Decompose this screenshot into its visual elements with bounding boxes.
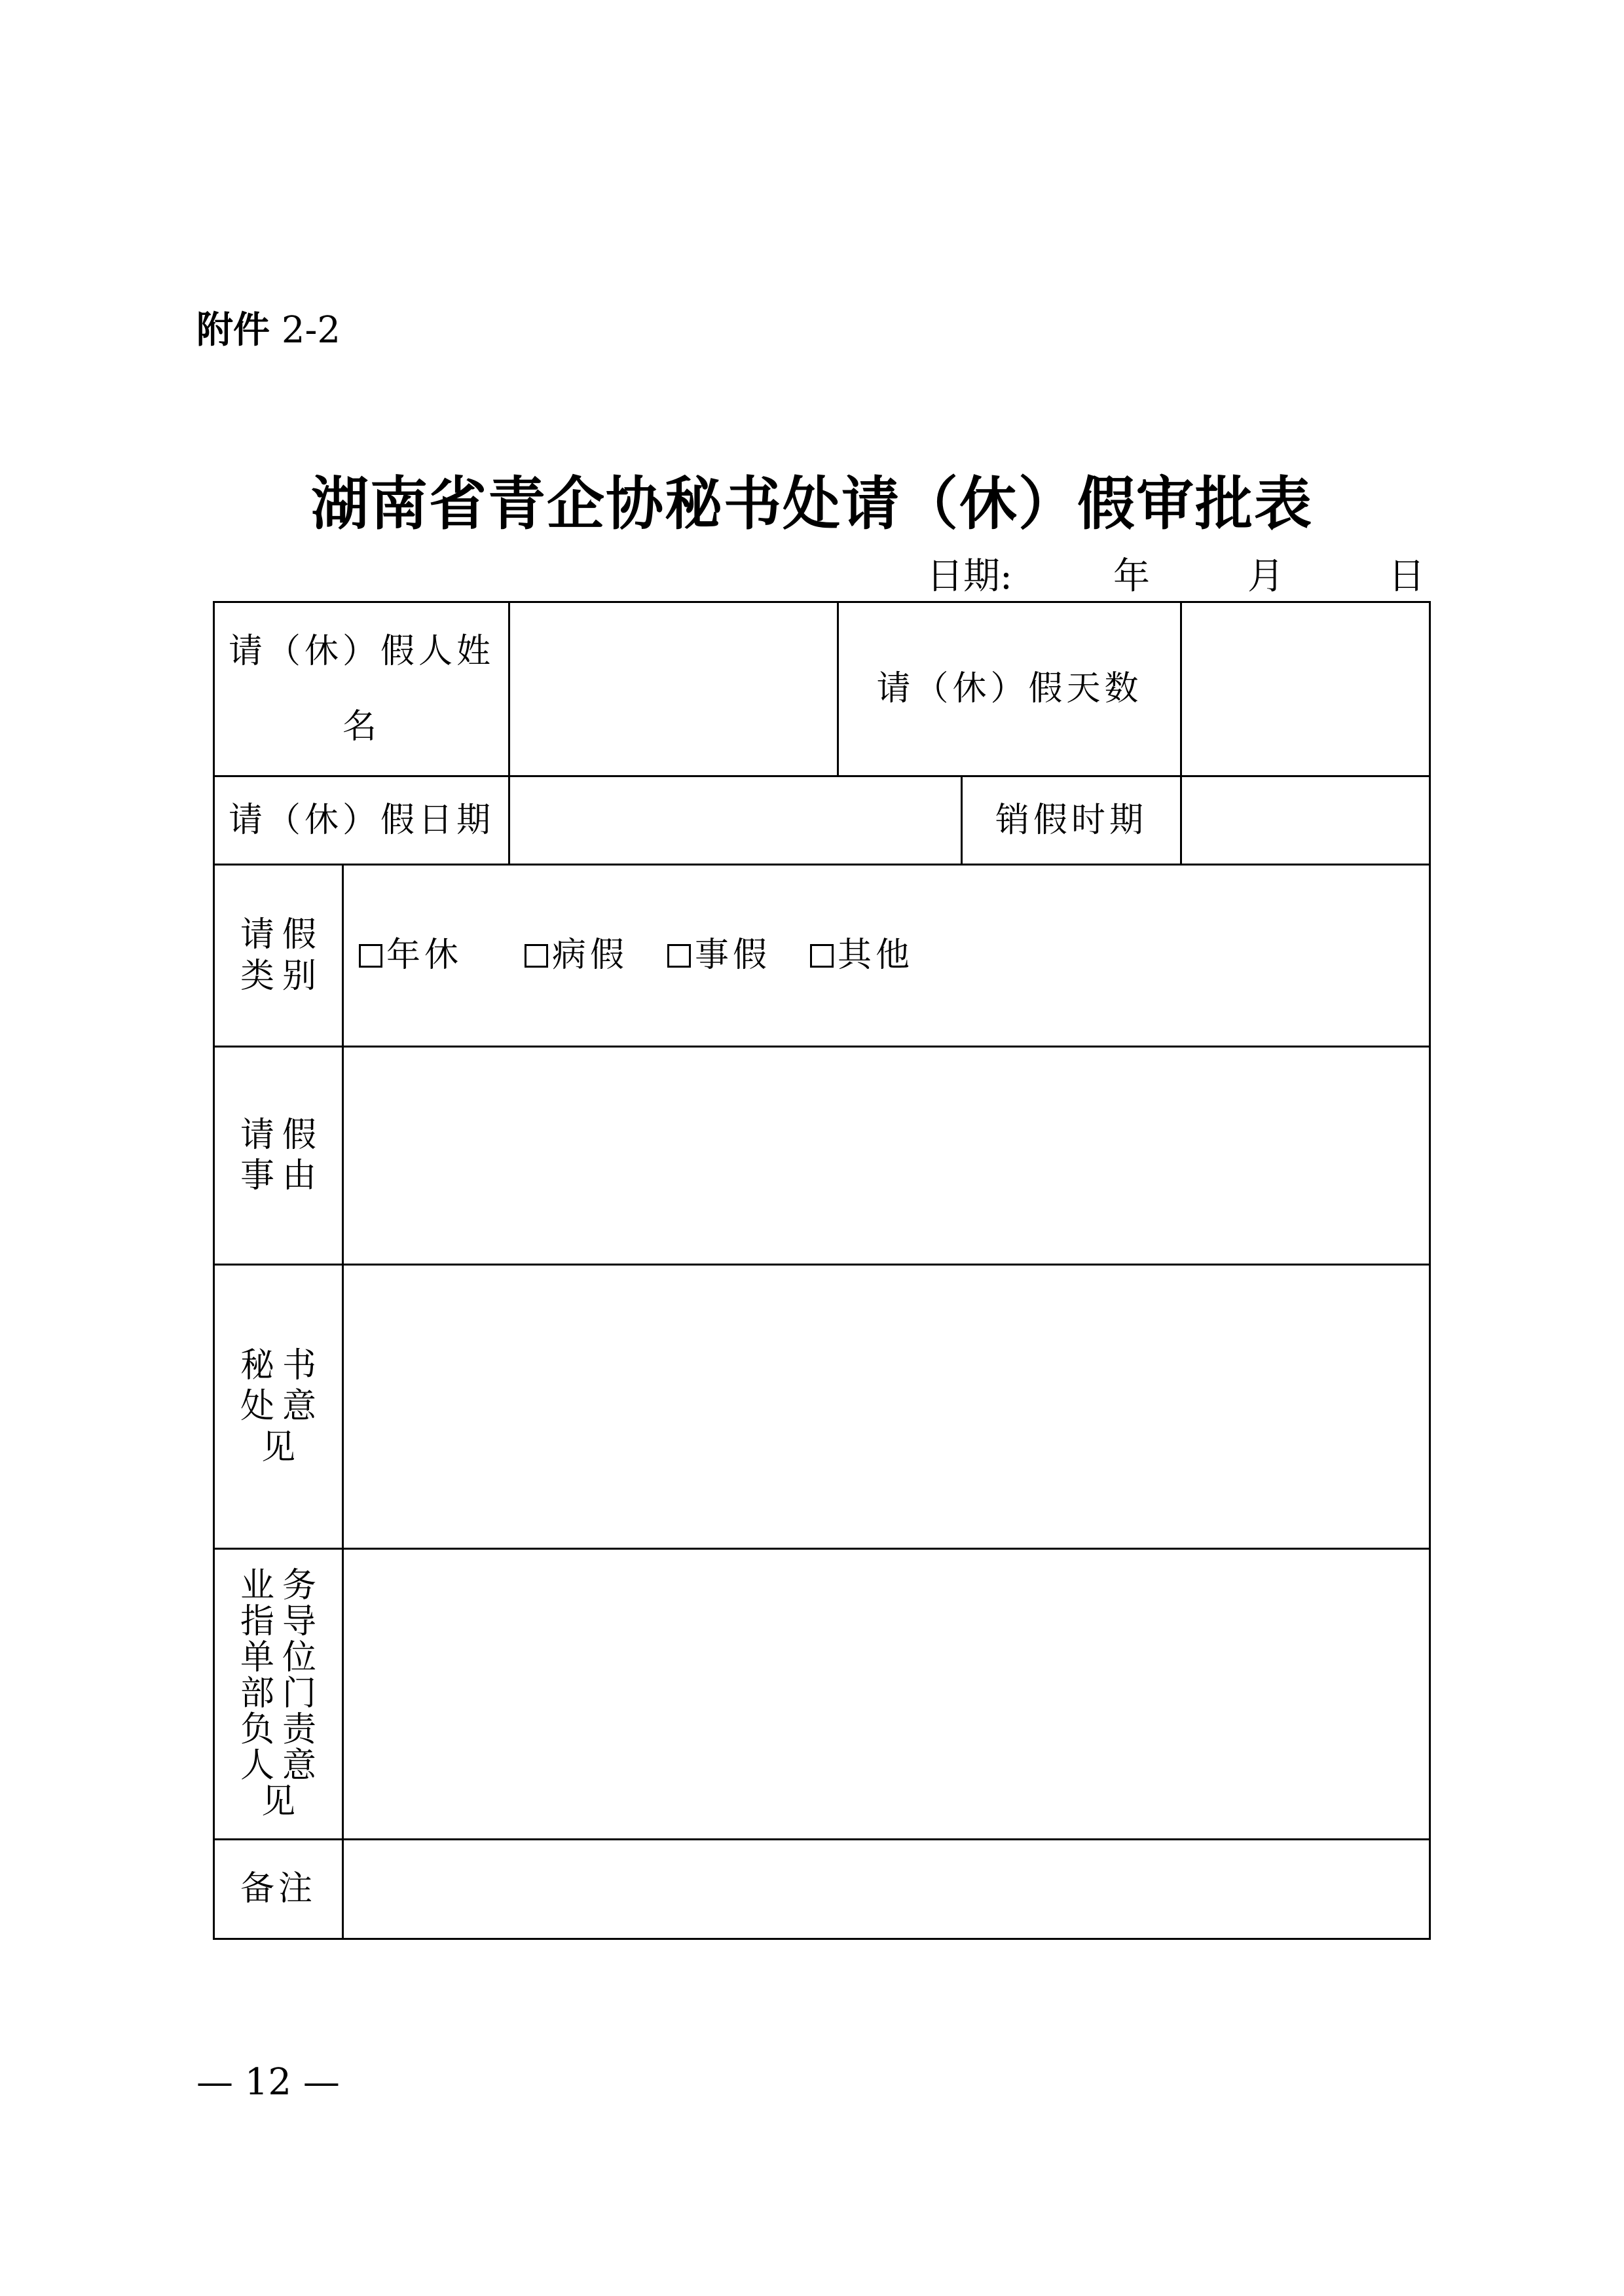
- label-char: 请: [240, 1115, 274, 1155]
- option-label: 病假: [552, 936, 629, 975]
- date-month-label: 月: [1247, 555, 1284, 598]
- label-char: 导: [282, 1601, 316, 1641]
- applicant-name-label-line2: 名: [342, 706, 380, 746]
- label-char: 位: [282, 1637, 316, 1677]
- department-head-opinion-field[interactable]: [344, 1550, 1429, 1838]
- label-char: 由: [282, 1156, 316, 1195]
- label-char: 见: [261, 1427, 295, 1467]
- label-char: 秘: [240, 1345, 274, 1385]
- label-char: 负: [240, 1710, 274, 1750]
- cancel-date-label: 销假时期: [995, 800, 1147, 840]
- attachment-prefix: 附件: [196, 309, 270, 352]
- leave-reason-label: [215, 1048, 342, 1264]
- label-char: 人: [240, 1746, 274, 1786]
- label-char: 部: [240, 1673, 274, 1713]
- table-border-right: [1429, 601, 1431, 1940]
- applicant-name-label: [215, 603, 508, 775]
- label-char: 务: [282, 1565, 316, 1605]
- option-personal-leave[interactable]: [667, 934, 771, 977]
- label-char: 门: [282, 1673, 316, 1713]
- leave-days-field[interactable]: [1182, 603, 1429, 775]
- form-title: 湖南省青企协秘书处请（休）假审批表: [310, 469, 1313, 538]
- label-char: 请: [240, 915, 274, 955]
- label-char: 类: [240, 956, 274, 996]
- label-char: 意: [282, 1746, 316, 1786]
- department-head-opinion-label: [215, 1550, 342, 1838]
- leave-date-field[interactable]: [510, 777, 961, 864]
- secretariat-opinion-field[interactable]: [344, 1266, 1429, 1548]
- label-char: 别: [282, 956, 316, 996]
- checkbox-icon[interactable]: [810, 944, 834, 968]
- option-label: 年休: [386, 936, 463, 975]
- option-annual-leave[interactable]: [359, 934, 462, 977]
- applicant-name-field[interactable]: [510, 603, 837, 775]
- label-char: 业: [240, 1565, 274, 1605]
- label-char: 意: [282, 1387, 316, 1427]
- option-label: 事假: [695, 936, 771, 975]
- leave-date-label: 请（休）假日期: [228, 800, 494, 840]
- checkbox-icon[interactable]: [667, 944, 691, 968]
- date-label: 日期:: [927, 555, 1012, 598]
- applicant-name-label-line1: 请（休）假人姓: [228, 631, 494, 671]
- label-char: 责: [282, 1710, 316, 1750]
- option-other[interactable]: [810, 934, 913, 977]
- checkbox-icon[interactable]: [525, 944, 548, 968]
- checkbox-icon[interactable]: [359, 944, 382, 968]
- leave-category-label: [215, 866, 342, 1046]
- table-border-bottom: [213, 1938, 1431, 1940]
- label-char: 指: [240, 1601, 274, 1641]
- date-day-label: 日: [1388, 555, 1425, 598]
- cancel-date-field[interactable]: [1182, 777, 1429, 864]
- secretariat-opinion-label: [215, 1266, 342, 1548]
- remarks-label: 备注: [240, 1869, 316, 1908]
- label-char: 假: [282, 1115, 316, 1155]
- label-char: 假: [282, 915, 316, 955]
- page-number: — 12 —: [196, 2061, 340, 2104]
- attachment-number: 2-2: [281, 309, 341, 352]
- option-label: 其他: [838, 936, 914, 975]
- leave-days-label: 请（休）假天数: [876, 669, 1143, 708]
- option-sick-leave[interactable]: [525, 934, 628, 977]
- remarks-field[interactable]: [344, 1840, 1429, 1938]
- label-char: 事: [240, 1156, 274, 1195]
- label-char: 见: [261, 1782, 295, 1822]
- leave-category-options: [359, 866, 1429, 1046]
- leave-reason-field[interactable]: [344, 1048, 1429, 1264]
- label-char: 单: [240, 1637, 274, 1677]
- label-char: 书: [282, 1345, 316, 1385]
- label-char: 处: [240, 1387, 274, 1427]
- attachment-label: [196, 301, 341, 354]
- date-year-label: 年: [1113, 555, 1150, 598]
